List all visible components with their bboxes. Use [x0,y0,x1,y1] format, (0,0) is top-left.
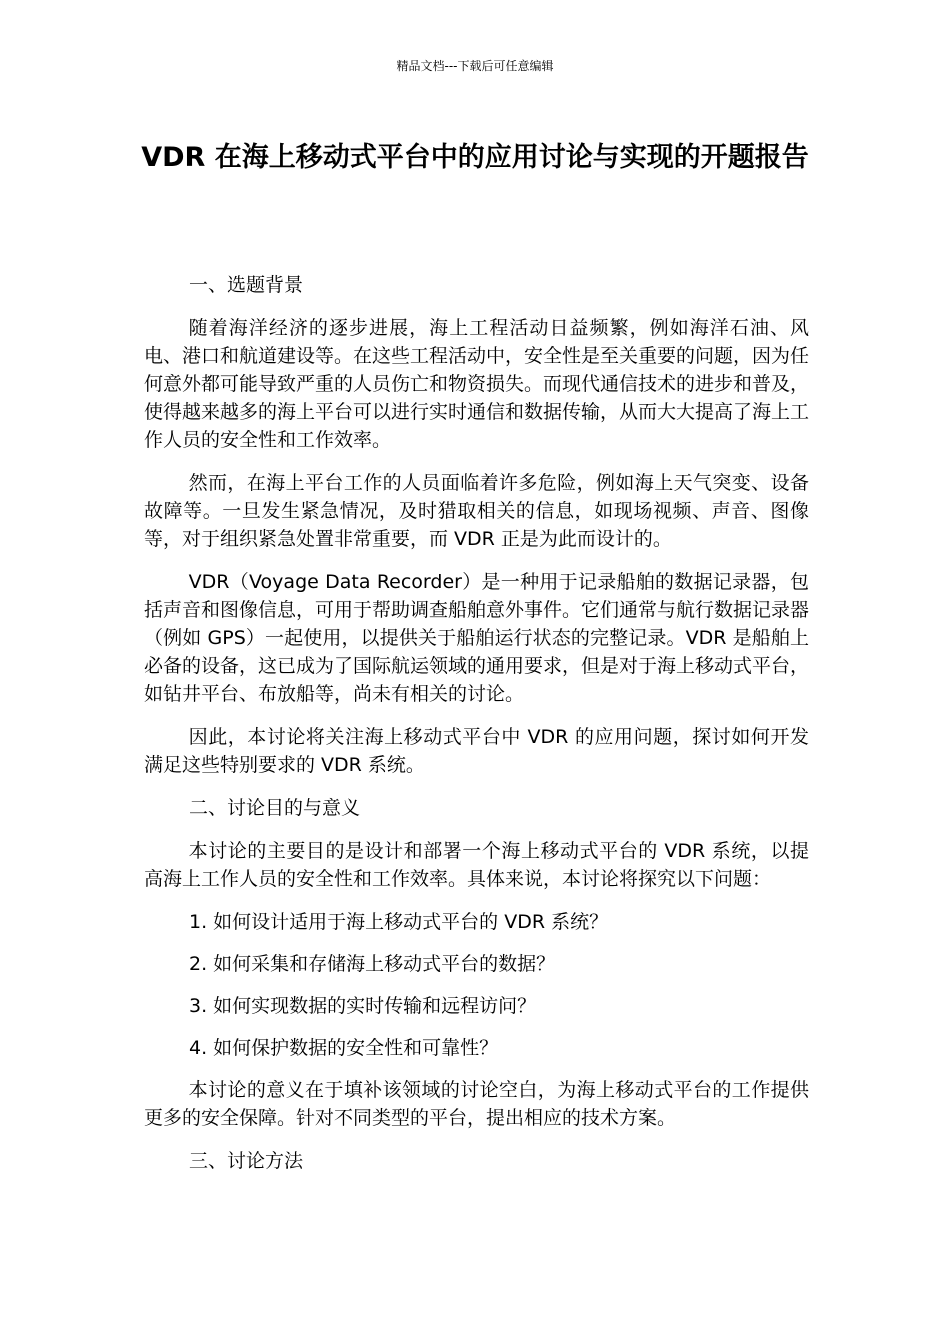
section-heading-method: 三、讨论方法 [189,1150,304,1172]
list-item: 1. 如何设计适用于海上移动式平台的 VDR 系统？ [189,911,609,933]
list-item: 4. 如何保护数据的安全性和可靠性？ [189,1037,499,1059]
paragraph: 因此，本讨论将关注海上移动式平台中 VDR 的应用问题，探讨如何开发满足这些特别要求的 VDR 系统。 [144,726,809,776]
document-title: VDR 在海上移动式平台中的应用讨论与实现的开题报告 [141,142,809,173]
page-header: 精品文档---下载后可任意编辑 [396,59,554,73]
section-heading-background: 一、选题背景 [189,274,304,296]
list-item: 3. 如何实现数据的实时传输和远程访问？ [189,995,537,1017]
paragraph: 本讨论的意义在于填补该领域的讨论空白，为海上移动式平台的工作提供更多的安全保障。针对不同类型的平台，提出相应的技术方案。 [144,1079,809,1129]
paragraph: VDR（Voyage Data Recorder）是一种用于记录船舶的数据记录器，包括声音和图像信息，可用于帮助调查船舶意外事件。它们通常与航行数据记录器（例如 GPS）一起使用，以提供关于船舶运行状态的完整记录。VDR 是船舶上必备的设备，这已成为了国际航运领域的通用要求，但是对于海上移动式平台，如钻井平台、布放船等，尚未有相关的讨论。 [144,571,810,705]
section-heading-purpose: 二、讨论目的与意义 [189,797,361,819]
paragraph: 本讨论的主要目的是设计和部署一个海上移动式平台的 VDR 系统，以提高海上工作人员的安全性和工作效率。具体来说，本讨论将探究以下问题： [144,840,809,890]
paragraph: 然而，在海上平台工作的人员面临着许多危险，例如海上天气突变、设备故障等。一旦发生紧急情况，及时猎取相关的信息，如现场视频、声音、图像等，对于组织紧急处置非常重要，而 VDR 正是为此而设计的。 [144,472,809,550]
list-item: 2. 如何采集和存储海上移动式平台的数据？ [189,953,556,975]
document-body [144,271,809,1190]
paragraph: 随着海洋经济的逐步进展，海上工程活动日益频繁，例如海洋石油、风电、港口和航道建设等。在这些工程活动中，安全性是至关重要的问题，因为任何意外都可能导致严重的人员伤亡和物资损失。而现代通信技术的进步和普及，使得越来越多的海上平台可以进行实时通信和数据传输，从而大大提高了海上工作人员的安全性和工作效率。 [144,317,810,451]
